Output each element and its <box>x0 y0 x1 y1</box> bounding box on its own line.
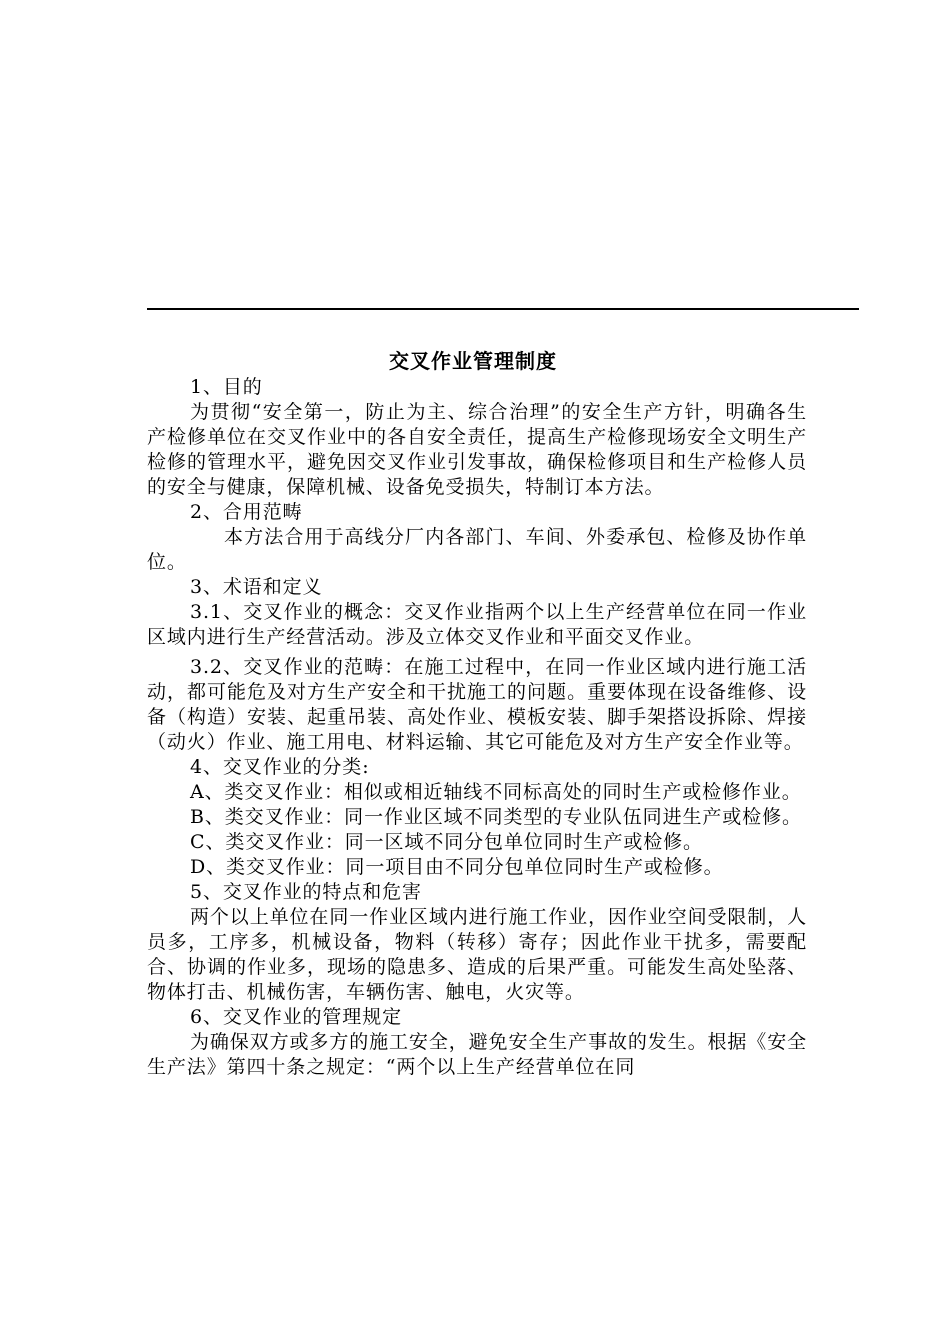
paragraph-class-d: D、类交叉作业：同一项目由不同分包单位同时生产或检修。 <box>190 856 724 878</box>
paragraph-class-a: A、类交叉作业：相似或相近轴线不同标高处的同时生产或检修作业。 <box>190 781 802 803</box>
section-heading-hazards: 5、交叉作业的特点和危害 <box>190 881 422 903</box>
section-heading-purpose: 1、目的 <box>190 376 263 398</box>
paragraph-scope: 本方法合用于高线分厂内各部门、车间、外委承包、检修及协作单位。 <box>147 526 807 573</box>
paragraph-term-concept: 3.1、交叉作业的概念：交叉作业指两个以上生产经营单位在同一作业区域内进行生产经营活动。涉及立体交叉作业和平面交叉作业。 <box>147 601 807 648</box>
header-rule <box>147 308 859 310</box>
paragraph-hazards: 两个以上单位在同一作业区域内进行施工作业，因作业空间受限制，人员多，工序多，机械设备，物料（转移）寄存；因此作业干扰多，需要配合、协调的作业多，现场的隐患多、造成的后果严重。可能发生高处坠落、物体打击、机械伤害，车辆伤害、触电，火灾等。 <box>147 906 807 1003</box>
paragraph-purpose: 为贯彻“安全第一，防止为主、综合治理”的安全生产方针，明确各生产检修单位在交叉作业中的各自安全责任，提高生产检修现场安全文明生产检修的管理水平，避免因交叉作业引发事故，确保检修项目和生产检修人员的安全与健康，保障机械、设备免受损失，特制订本方法。 <box>147 401 807 498</box>
section-heading-terms: 3、术语和定义 <box>190 576 323 598</box>
document-body <box>147 375 807 1080</box>
paragraph-rules: 为确保双方或多方的施工安全，避免安全生产事故的发生。根据《安全生产法》第四十条之规定：“两个以上生产经营单位在同 <box>147 1031 807 1078</box>
section-heading-classification: 4、交叉作业的分类: <box>190 756 370 778</box>
document-title: 交叉作业管理制度 <box>389 349 557 373</box>
section-heading-scope: 2、合用范畴 <box>190 501 303 523</box>
paragraph-class-c: C、类交叉作业：同一区域不同分包单位同时生产或检修。 <box>190 831 703 853</box>
paragraph-class-b: B、类交叉作业：同一作业区域不同类型的专业队伍同进生产或检修。 <box>190 806 802 828</box>
paragraph-term-scope: 3.2、交叉作业的范畴：在施工过程中，在同一作业区域内进行施工活动，都可能危及对方生产安全和干扰施工的问题。重要体现在设备维修、设备（构造）安装、起重吊装、高处作业、模板安装、脚手架搭设拆除、焊接（动火）作业、施工用电、材料运输、其它可能危及对方生产安全作业等。 <box>147 656 807 753</box>
section-heading-rules: 6、交叉作业的管理规定 <box>190 1006 402 1028</box>
